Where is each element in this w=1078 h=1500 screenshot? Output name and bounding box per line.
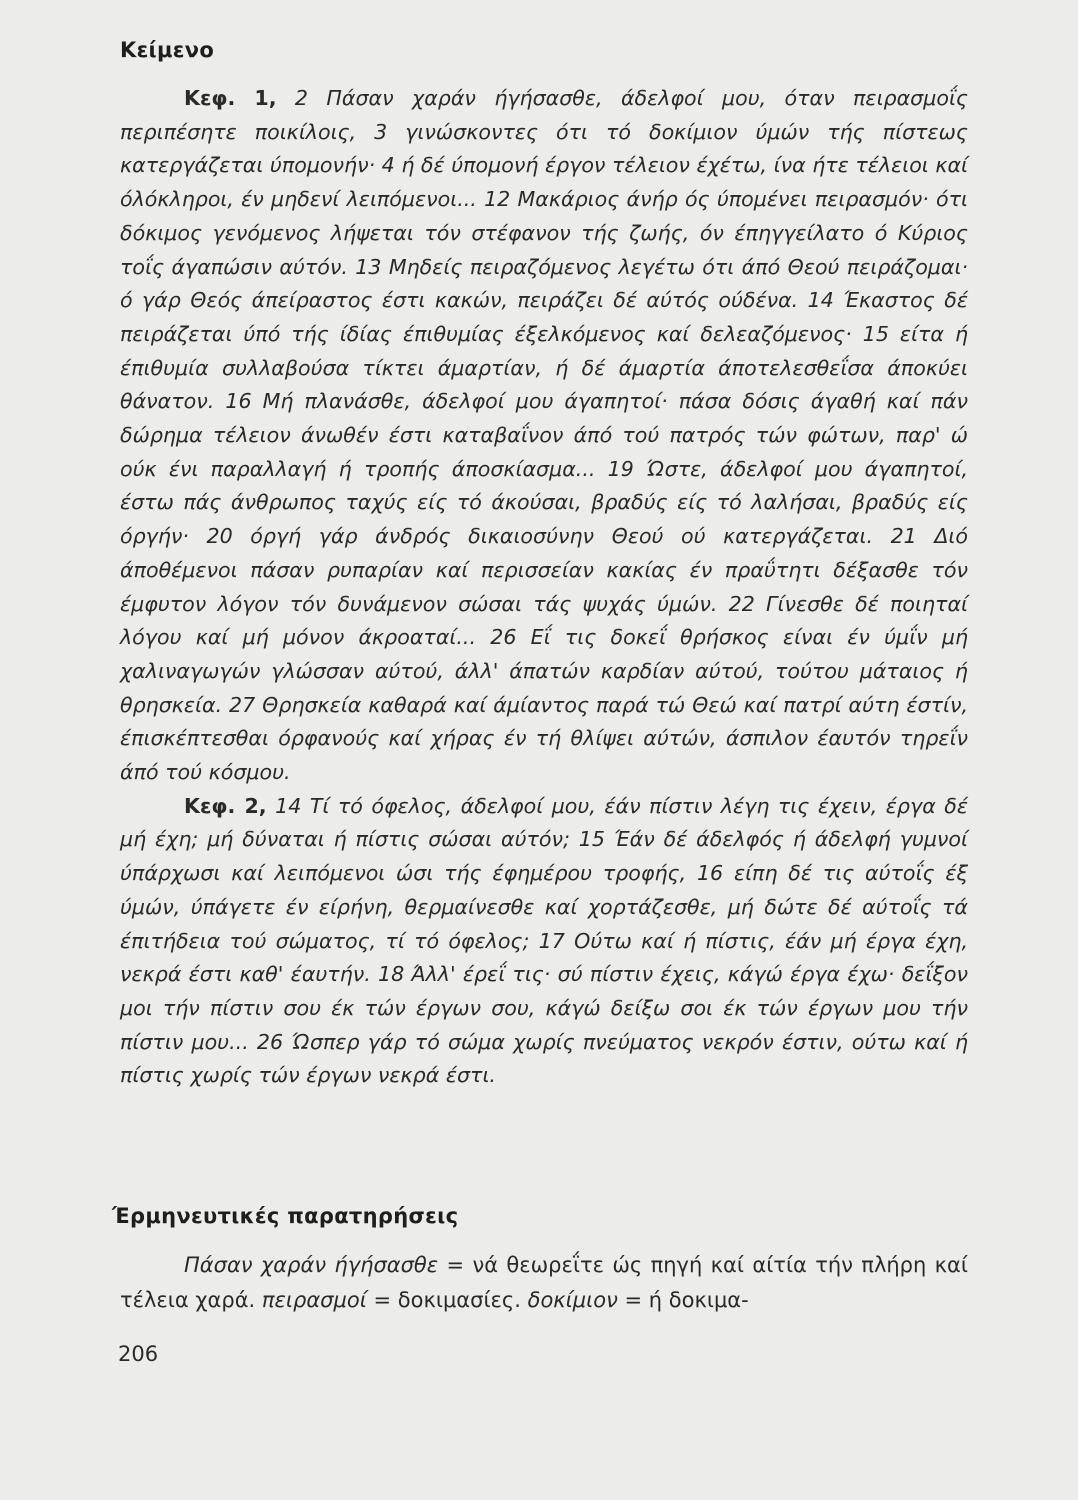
note-term: δοκίμιον [527,1288,618,1312]
paragraph-chapter-2 [120,790,968,1093]
notes-text [120,1248,968,1318]
chapter-ref: Κεφ. 2, [184,793,267,818]
chapter-ref: Κεφ. 1, [184,86,277,110]
paragraph-text: 2 Πάσαν χαράν ήγήσασθε, άδελφοί μου, όταν πειρασμοΐς περιπέσητε ποικίλοις, 3 γινώσκοντες ότι τό δοκίμιον ύμών τής πίστεως κατεργάζεται ύπομονήν· 4 ή δέ ύπομονή έργον τέλειον έχέτω, ίνα ήτε τέλειοι καί όλόκληροι, έν μηδενί λειπόμενοι... 12 Μακάριος άνήρ ός ύπομένει πειρασμόν· ότι δόκιμος γενόμενος λήψεται τόν στέφανον τής ζωής, όν έπηγγείλατο ό Κύριος τοΐς άγαπώσιν αύτόν. 13 Μηδείς πειραζόμενος λεγέτω ότι άπό Θεού πειράζομαι· ό γάρ Θεός άπείραστος έστι κακών, πειράζει δέ αύτός ούδένα. 14 Έκαστος δέ πειράζεται ύπό τής ίδίας έπιθυμίας έξελκόμενος καί δελεαζόμενος· 15 είτα ή έπιθυμία συλλαβούσα τίκτει άμαρτίαν, ή δέ άμαρτία άποτελεσθεΐσα άποκύει θάνατον. 16 Μή πλανάσθε, άδελφοί μου άγαπητοί· πάσα δόσις άγαθή καί πάν δώρημα τέλειον άνωθέν έστι καταβαΐνον άπό τού πατρός τών φώτων, παρ' ώ ούκ ένι παραλλαγή ή τροπής άποσκίασμα... 19 Ώστε, άδελφοί μου άγαπητοί, έστω πάς άνθρωπος ταχύς είς τό άκούσαι, βραδύς είς τό λαλήσαι, βραδύς είς όργήν· 20 όργή γάρ άνδρός δικαιοσύνην Θεού ού κατεργάζεται. 21 Διό άποθέμενοι πάσαν ρυπαρίαν καί περισσείαν κακίας έν πραΰτητι δέξασθε τόν έμφυτον λόγον τόν δυνάμενον σώσαι τάς ψυχάς ύμών. 22 Γίνεσθε δέ ποιηταί λόγου καί μή μόνον άκροαταί... 26 Εΐ τις δοκεΐ θρήσκος είναι έν ύμΐν μή χαλιναγωγών γλώσσαν αύτού, άλλ' άπατών καρδίαν αύτού, τούτου μάταιος ή θρησκεία. 27 Θρησκεία καθαρά καί άμίαντος παρά τώ Θεώ καί πατρί αύτη έστίν, έπισκέπτεσθαι όρφανούς καί χήρας έν τή θλίψει αύτών, άσπιλον έαυτόν τηρεΐν άπό τού κόσμου. [120,86,968,785]
note-definition: = ή δοκιμα- [617,1288,749,1312]
note-definition: = δοκιμασίες. [366,1288,528,1312]
notes-paragraph [120,1248,968,1318]
note-term: Πάσαν χαράν ήγήσασθε [184,1253,439,1277]
main-text [120,82,968,1093]
notes-title: Έρμηνευτικές παρατηρήσεις [112,1204,459,1228]
page-number: 206 [118,1342,159,1366]
paragraph-text: 14 Τί τό όφελος, άδελφοί μου, έάν πίστιν λέγη τις έχειν, έργα δέ μή έχη; μή δύναται ή πίστις σώσαι αύτόν; 15 Έάν δέ άδελφός ή άδελφή γυμνοί ύπάρχωσι καί λειπόμενοι ώσι τής έφημέρου τροφής, 16 είπη δέ τις αύτοΐς έξ ύμών, ύπάγετε έν είρήνη, θερμαίνεσθε καί χορτάζεσθε, μή δώτε δέ αύτοΐς τά έπιτήδεια τού σώματος, τί τό όφελος; 17 Ούτω καί ή πίστις, έάν μή έργα έχη, νεκρά έστι καθ' έαυτήν. 18 Άλλ' έρεΐ τις· σύ πίστιν έχεις, κάγώ έργα έχω· δεΐξον μοι τήν πίστιν σου έκ τών έργων σου, κάγώ δείξω σοι έκ τών έργων μου τήν πίστιν μου... 26 Ώσπερ γάρ τό σώμα χωρίς πνεύματος νεκρόν έστιν, ούτω καί ή πίστις χωρίς τών έργων νεκρά έστι. [120,793,968,1088]
note-term: πειρασμοί [261,1288,367,1312]
paragraph-chapter-1 [120,82,968,790]
note-definition: = νά θεωρεΐτε ώς πηγή καί αίτία τήν πλήρη καί τέλεια χαρά. [120,1253,969,1312]
section-title: Κείμενο [120,38,215,62]
